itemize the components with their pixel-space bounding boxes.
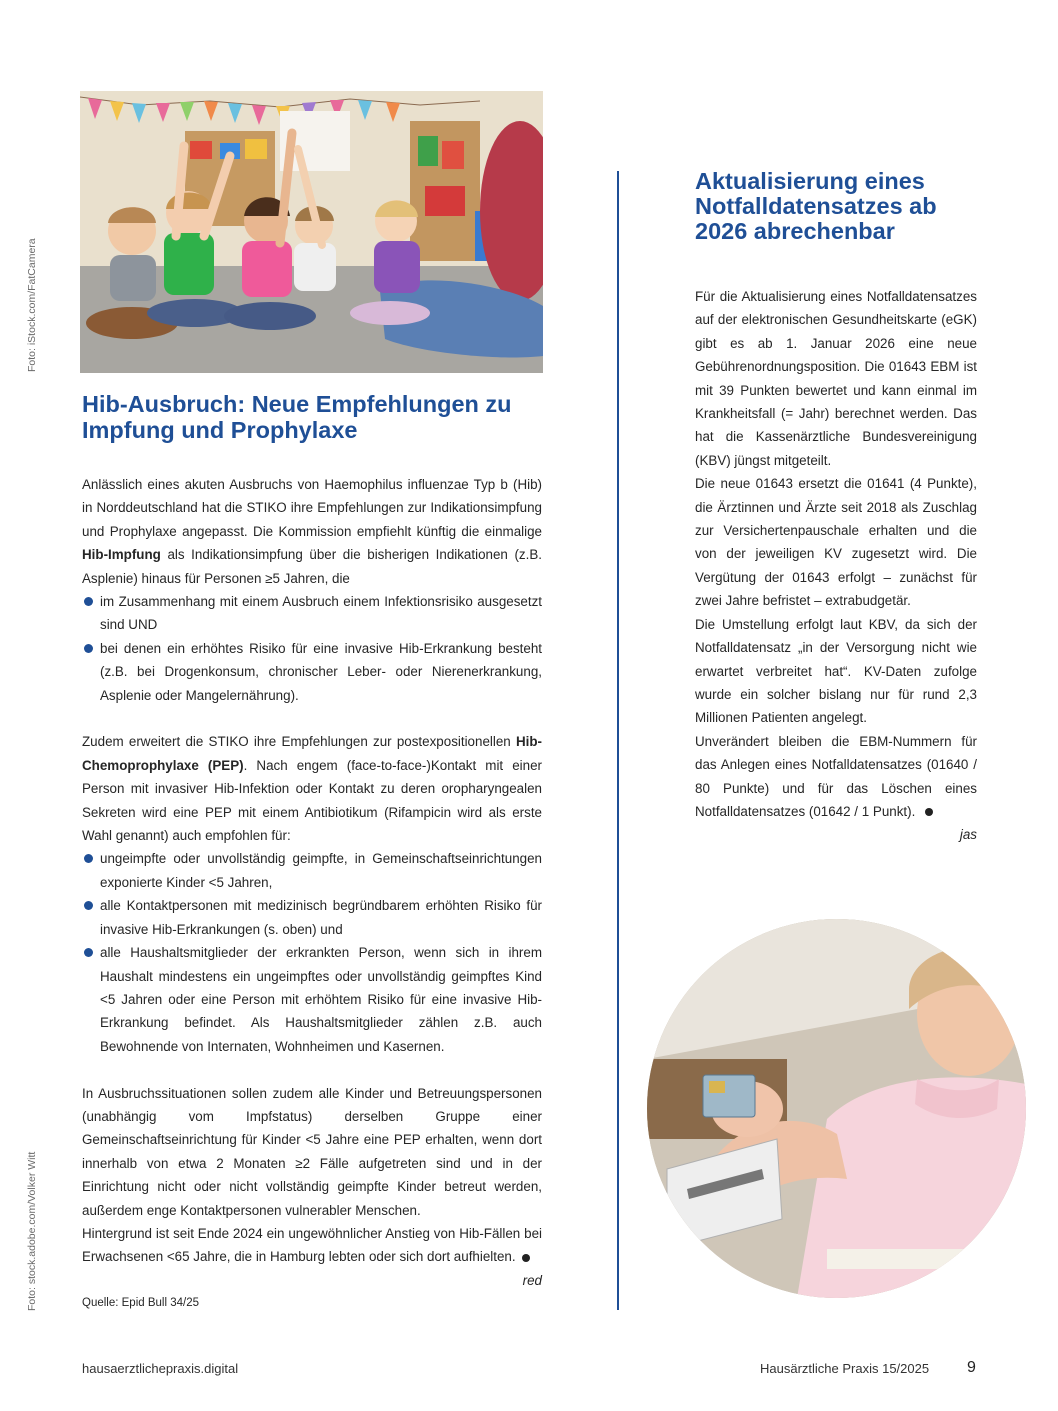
bold-term-hib-impfung: Hib-Impfung	[82, 547, 161, 563]
right-paragraph-1: Für die Aktualisierung eines Notfalldatensatzes auf der elektronischen Gesundheitskarte (eGK) gibt es ab 1. Januar 2026 eine neue Gebührenordnungsposition. Die 01643 EBM ist mit 39 Punkten bewertet und kann einmal im Krankheitsfall (= Jahr) berechnet werden. Das hat die Kassenärztliche Bundesvereinigung (KBV) jüngst mitgeteilt.	[695, 289, 977, 468]
list-item: alle Haushaltsmitglieder der erkrankten Person, wenn sich in ihrem Haushalt mindestens ein ungeimpftes oder unvollständig geimpftes Kind <5 Jahren oder eine Person mit erhöhtem Risiko für eine invasive Hib-Erkrankung befindet. Als Haushaltsmitglieder zählen z.B. auch Bewohnende von Internaten, Wohnheimen und Kasernen.	[82, 941, 542, 1058]
photo-children-classroom	[80, 91, 543, 373]
text-run: Hintergrund ist seit Ende 2024 ein ungewöhnlicher Anstieg von Hib-Fällen bei Erwachsenen <65 Jahre, die in Hamburg lebten oder sich dort aufhielten.	[82, 1225, 542, 1265]
right-paragraph-2: Die neue 01643 ersetzt die 01641 (4 Punkte), die Ärztinnen und Ärzte seit 2018 als Zuschlag zur Versichertenpauschale erhalten und die von der jeweiligen KV zugesetzt wird. Die Vergütung der 01643 erfolgt – zunächst für zwei Jahre befristet – extrabudgetär.	[695, 476, 977, 609]
text-run: Unverändert bleiben die EBM-Nummern für das Anlegen eines Notfalldatensatzes (01640 / 80 Punkte) und für das Löschen eines Notfalldatensatzes (01642 / 1 Punkt).	[695, 733, 977, 819]
right-article-body	[695, 285, 977, 847]
photo-card-reader	[647, 919, 1026, 1298]
left-article-body	[82, 473, 542, 1312]
text-run: . Nach engem (face-to-face-)Kontakt mit einer Person mit invasiver Hib-Infektion oder Kontakt zu deren oropharyngealen Sekreten wird eine PEP mit einem Antibiotikum (Rifampicin wird als erste Wahl genannt) auch empfohlen für:	[82, 757, 542, 844]
right-paragraph-4	[695, 730, 977, 824]
list-item: bei denen ein erhöhtes Risiko für eine invasive Hib-Erkrankung besteht (z.B. bei Drogenkonsum, chronischer Leber- oder Nierenerkrankung, Asplenie oder Mangelernährung).	[82, 637, 542, 707]
bold-term-pep: Hib-Chemoprophylaxe (PEP)	[82, 734, 542, 773]
right-article-title: Aktualisierung eines Notfalldatensatzes ab 2026 abrechenbar	[695, 168, 937, 244]
left-paragraph-4	[82, 1222, 542, 1269]
left-paragraph-1	[82, 473, 542, 590]
text-run: als Indikationsimpfung über die bisherigen Indikationen (z.B. Asplenie) hinaus für Personen ≥5 Jahren, die	[82, 547, 542, 586]
text-run: Zudem erweitert die STIKO ihre Empfehlungen zur postexpositionellen	[82, 734, 516, 750]
text-run: Anlässlich eines akuten Ausbruchs von Haemophilus influenzae Typ b (Hib) in Norddeutschland hat die STIKO ihre Empfehlungen zur Indikationsimpfung und Prophylaxe angepasst. Die Kommission empfiehlt künftig die einmalige	[82, 477, 542, 539]
indication-list	[82, 590, 542, 707]
author-sign: red	[522, 1272, 542, 1288]
list-item: ungeimpfte oder unvollständig geimpfte, in Gemeinschaftseinrichtungen exponierte Kinder <5 Jahren,	[82, 847, 542, 894]
left-paragraph-3: In Ausbruchssituationen sollen zudem alle Kinder und Betreuungspersonen (unabhängig vom Impfstatus) derselben Gruppe einer Gemeinschaftseinrichtung für Kinder <5 Jahre eine PEP erhalten, wenn dort innerhalb von etwa 2 Monaten ≥2 Fälle aufgetreten sind und in der Einrichtung nicht oder nicht vollständig geimpfte Kinder betreut werden, außerdem enge Kontaktpersonen vulnerabler Menschen.	[82, 1085, 542, 1218]
list-item: alle Kontaktpersonen mit medizinisch begründbarem erhöhten Risiko für invasive Hib-Erkrankungen (s. oben) und	[82, 894, 542, 941]
author-sign: jas	[959, 827, 977, 843]
page-number: 9	[967, 1359, 976, 1376]
children-illustration	[80, 91, 543, 373]
end-dot-icon	[925, 808, 933, 816]
photo-credit-bottom: Foto: stock.adobe.com/Volker Witt	[26, 1151, 38, 1311]
footer-journal: Hausärztliche Praxis 15/2025	[760, 1361, 930, 1376]
left-signature-row	[82, 1269, 542, 1292]
pep-list	[82, 847, 542, 1058]
card-reader-illustration	[647, 919, 1026, 1298]
left-article-title: Hib-Ausbruch: Neue Empfehlungen zu Impfung und Prophylaxe	[82, 391, 512, 443]
right-signature-row	[695, 823, 977, 846]
list-item: im Zusammenhang mit einem Ausbruch einem Infektionsrisiko ausgesetzt sind UND	[82, 590, 542, 637]
footer-website: hausaerztlichepraxis.digital	[82, 1361, 239, 1376]
column-divider	[617, 171, 619, 1310]
left-paragraph-2	[82, 730, 542, 847]
right-paragraph-3: Die Umstellung erfolgt laut KBV, da sich der Notfalldatensatz „in der Versorgung nicht wie erwartet verbreitet hat“. KV-Daten zufolge wurde ein solcher bislang nur für rund 2,3 Millionen Patienten angelegt.	[695, 616, 977, 726]
source-note: Quelle: Epid Bull 34/25	[82, 1297, 199, 1310]
end-dot-icon	[522, 1254, 530, 1262]
photo-credit-top: Foto: iStock.com/FatCamera	[26, 238, 38, 372]
